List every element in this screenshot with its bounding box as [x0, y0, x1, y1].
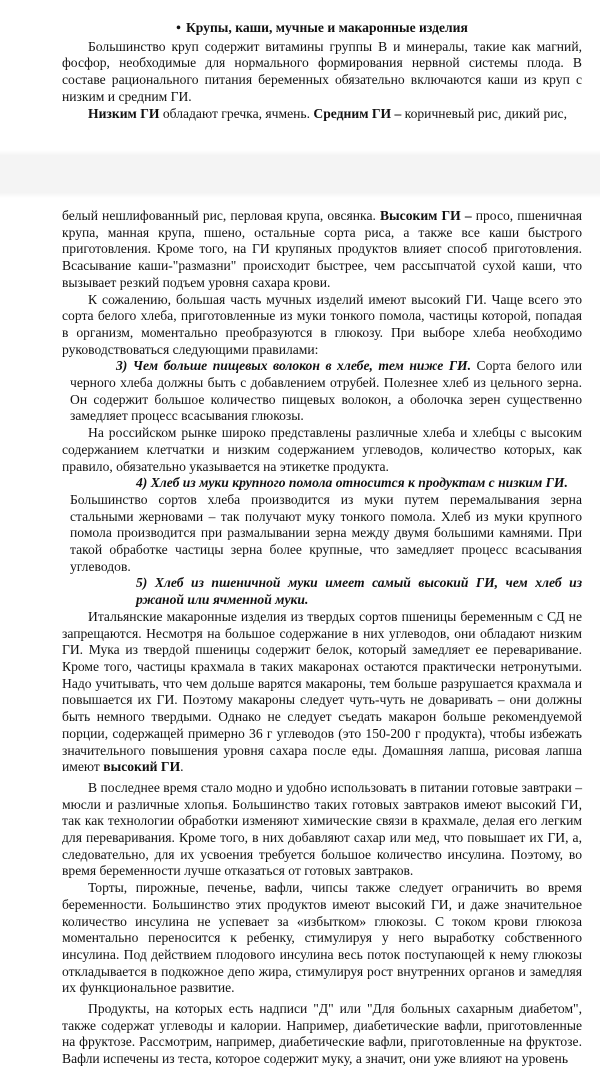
pasta-end: .	[180, 759, 184, 775]
rule-5-title: 5) Хлеб из пшеничной муки имеет самый высокий ГИ, чем хлеб из ржаной или ячменной муки.	[136, 575, 582, 608]
rule-3-text: Сорта белого или черного хлеба должны быть с добавлением отрубей. Полезнее хлеб из цельного зерна. Он содержит большое количество пищевых волокон, а оболочка зерен существенно замедляет процесс всасывания глюкозы.	[70, 358, 582, 424]
page-separator	[0, 150, 600, 198]
paragraph-gi-continuation	[62, 208, 582, 292]
low-gi-text: обладают гречка, ячмень.	[159, 105, 314, 121]
rule-3-title: 3) Чем больше пищевых волокон в хлебе, тем ниже ГИ.	[116, 358, 472, 374]
continuation-rest: просо, пшеничная крупа, манная крупа, пшено, остальные сорта риса, а также все каши быстрого приготовления. Кроме того, на ГИ крупяных продуктов влияет способ приготовления. Всасывание каши-"размазни" происходит быстрее, чем рассыпчатой сухой каши, что вызывает резкий подъем уровня сахара крови.	[62, 208, 582, 290]
continuation-text: белый нешлифованный рис, перловая крупа, овсянка.	[62, 208, 380, 223]
low-gi-label: Низким ГИ	[88, 105, 160, 121]
paragraph-cereals-intro: Большинство круп содержит витамины группы В и минералы, такие как магний, фосфор, необходимые для нормального формирования нервной системы плода. В составе рационального питания беременных обязательно включаются каши из круп с низким и средним ГИ.	[62, 38, 582, 104]
document-page-bottom	[0, 208, 600, 1068]
high-gi-label: Высоким ГИ –	[379, 208, 472, 223]
rule-3	[62, 358, 582, 425]
pasta-high-gi: высокий ГИ	[103, 759, 181, 775]
rule-4-text: Большинство сортов хлеба производится из муки путем перемалывания зерна стальными жерновами – так получают муку тонкого помола. Хлеб из муки крупного помола производится при размалывании зерна между двумя большими камнями. При такой обработке частицы зерна более крупные, что замедляет процесс всасывания углеводов.	[70, 491, 582, 574]
bullet-icon: •	[176, 20, 181, 35]
mid-gi-label: Средним ГИ –	[313, 105, 402, 121]
rule-4-title: 4) Хлеб из муки крупного помола относится к продуктам с низким ГИ.	[136, 475, 568, 491]
paragraph-sweets: Торты, пирожные, печенье, вафли, чипсы также следует ограничить во время беременности. Большинство этих продуктов имеют высокий ГИ, и даже значительное количество инсулина не успевает за «избытком» глюкозы. С током крови глюкоза моментально переносится к ребенку, стимулируя у него выработку собственного инсулина. Под действием плодового инсулина весь поток поступающей к нему глюкозы откладывается в подкожное депо жира, стимулируя рост внутренних органов и замедляя их функциональное развитие.	[62, 880, 582, 996]
paragraph-russian-market: На российском рынке широко представлены различные хлеба и хлебцы с высоким содержанием клетчатки и низким содержанием углеводов, количество которых, как правило, обязательно указывается на этикетке продукта.	[62, 425, 582, 474]
paragraph-gi-cereals	[62, 106, 582, 123]
paragraph-flour-products: К сожалению, большая часть мучных изделий имеют высокий ГИ. Чаще всего это сорта белого хлеба, приготовленные из муки тонкого помола, частицы которой, попадая в организм, моментально преобразуются в глюкозу. При выборе хлеба необходимо руководствоваться следующими правилами:	[62, 291, 582, 357]
section-heading-text: Крупы, каши, мучные и макаронные изделия	[185, 20, 468, 35]
paragraph-breakfasts: В последнее время стало модно и удобно использовать в питании готовые завтраки – мюсли и различные хлопья. Большинство таких готовых завтраков имеют высокий ГИ, так как технологии обработки изменяют химические связи в крахмале, делая его легким для переваривания. Кроме того, в них добавляют сахар или мед, что повышает их ГИ, а, следовательно, для их усвоения требуется большое количество инсулина. Поэтому, во время беременности лучше отказаться от готовых завтраков.	[62, 779, 582, 879]
mid-gi-text: коричневый рис, дикий рис,	[401, 105, 567, 121]
paragraph-pasta	[62, 609, 582, 776]
document-page-top	[0, 20, 600, 122]
paragraph-diabetic-products: Продукты, на которых есть надписи "Д" или "Для больных сахарным диабетом", также содержат углеводы и калории. Например, диабетические вафли, приготовленные на фруктозе. Рассмотрим, например, диабетические вафли, приготовленные на фруктозе. Вафли испечены из теста, которое содержит муку, а значит, они уже влияют на уровень	[62, 1001, 582, 1067]
section-heading	[62, 20, 582, 37]
pasta-text: Итальянские макаронные изделия из твердых сортов пшеницы беременным с СД не запрещаются. Несмотря на большое содержание в них углеводов, они обладают низким ГИ. Мука из твердой пшеницы содержит белок, который замедляет ее переваривание. Кроме того, частицы крахмала в таких макаронах остаются практически нетронутыми. Надо учитывать, что чем дольше варятся макароны, тем больше разрушается крахмала и повышается их ГИ. Поэтому макароны следует чуть-чуть не доваривать – они должны быть немного твердыми. Однако не следует съедать макарон больше рекомендуемой порции, содержащей примерно 36 г углеводов (это 150-200 г продукта), чтобы избежать значительного повышения уровня сахара после еды. Домашняя лапша, рисовая лапша имеют	[62, 608, 582, 775]
